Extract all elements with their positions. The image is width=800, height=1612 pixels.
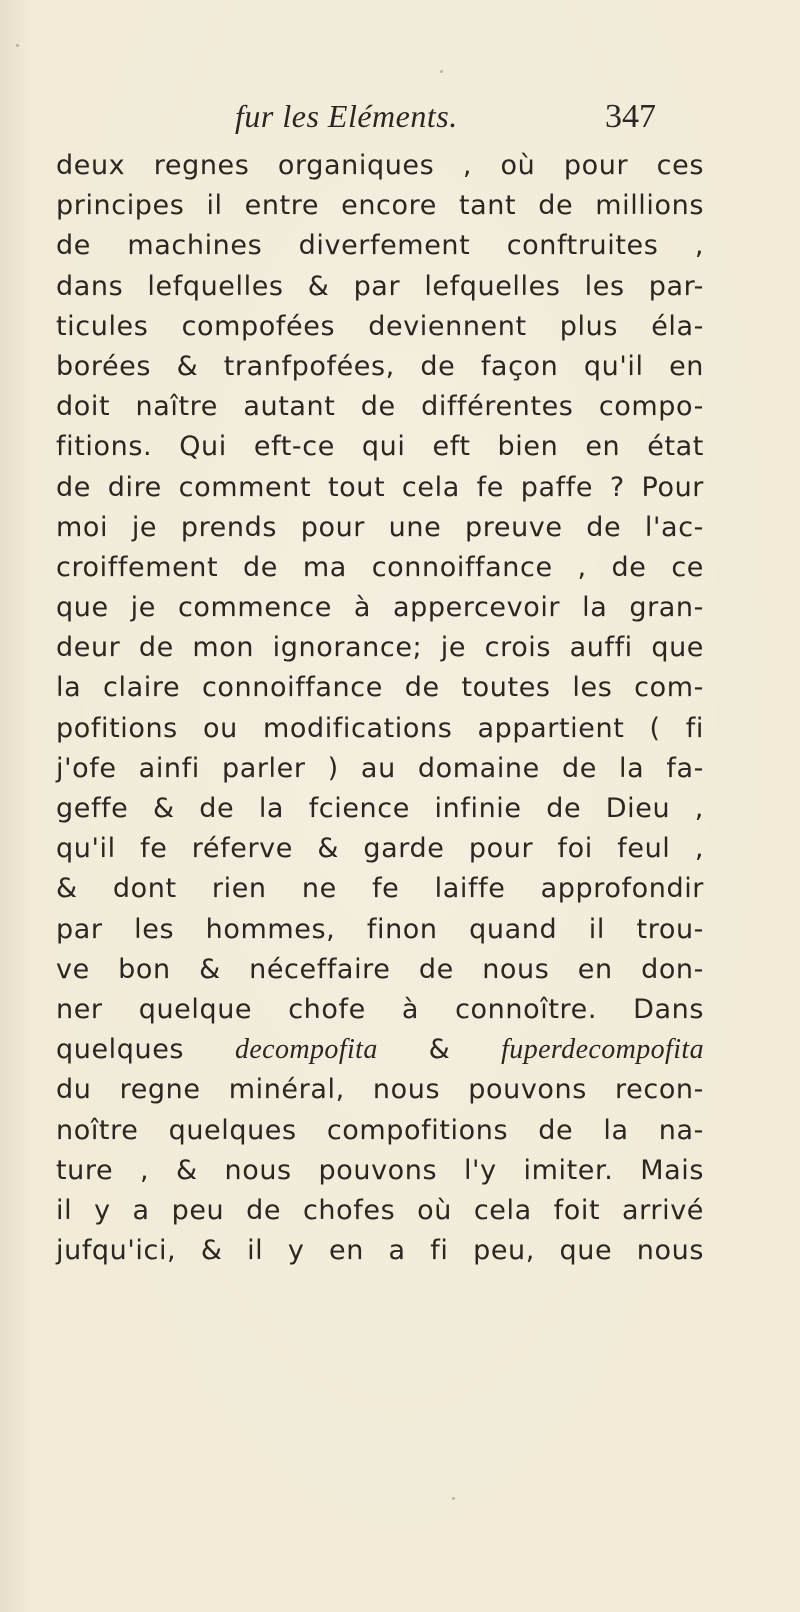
italic-term-decompofita: decompofita [234,1034,378,1066]
text-line: deux regnes organiques , où pour ces [56,150,704,181]
text-line: ticules compofées deviennent plus éla- [56,310,704,342]
running-header [225,98,725,142]
text-line: moi je prends pour une preuve de l'ac- [56,511,704,543]
text-line: dans lefquelles & par lefquelles les par- [56,270,704,302]
text-line: ve bon & néceffaire de nous en don- [56,953,704,985]
text-line-with-italics [56,1030,704,1070]
text-line: pofitions ou modifications appartient ( fi [56,712,704,744]
text-line: principes il entre encore tant de millions [56,190,704,222]
text-line: ner quelque chofe à connoître. Dans [56,993,704,1025]
text-line: qu'il fe réferve & garde pour foi feul , [56,833,704,865]
text-line: du regne minéral, nous pouvons recon- [56,1074,704,1106]
text-line: croiffement de ma connoiffance , de ce [56,551,704,583]
line-conjunction: & [377,1034,502,1066]
text-line: geffe & de la fcience infinie de Dieu , [56,793,704,824]
text-line: deur de mon ignorance; je crois auffi que [56,632,704,664]
text-line: doit naître autant de différentes compo- [56,391,704,423]
text-line: jufqu'ici, & il y en a fi peu, que nous [56,1235,704,1267]
text-line: la claire connoiffance de toutes les com- [56,672,704,704]
text-line: que je commence à appercevoir la gran- [56,592,704,624]
text-line: ture , & nous pouvons l'y imiter. Mais [56,1154,704,1186]
paper-speck [452,1497,455,1500]
text-line: noître quelques compofitions de la na- [56,1114,704,1146]
text-line: de machines diverfement conftruites , [56,230,704,262]
page-number: 347 [605,98,656,135]
paper-speck [16,44,19,47]
text-line: par les hommes, finon quand il trou- [56,913,704,945]
italic-term-fuperdecompofita: fuperdecompofita [501,1034,704,1066]
body-text [56,146,716,1271]
text-line: j'ofe ainfi parler ) au domaine de la fa- [56,752,704,784]
text-line: borées & tranfpofées, de façon qu'il en [56,350,704,382]
line-prefix: quelques [56,1034,235,1066]
text-line: & dont rien ne fe laiffe approfondir [56,873,704,905]
text-line: de dire comment tout cela fe paffe ? Pour [56,471,704,503]
paper-speck [440,70,443,73]
running-title: fur les Eléments. [235,98,458,134]
text-line: fitions. Qui eft-ce qui eft bien en état [56,431,704,463]
text-line: il y a peu de chofes où cela foit arrivé [56,1194,704,1226]
